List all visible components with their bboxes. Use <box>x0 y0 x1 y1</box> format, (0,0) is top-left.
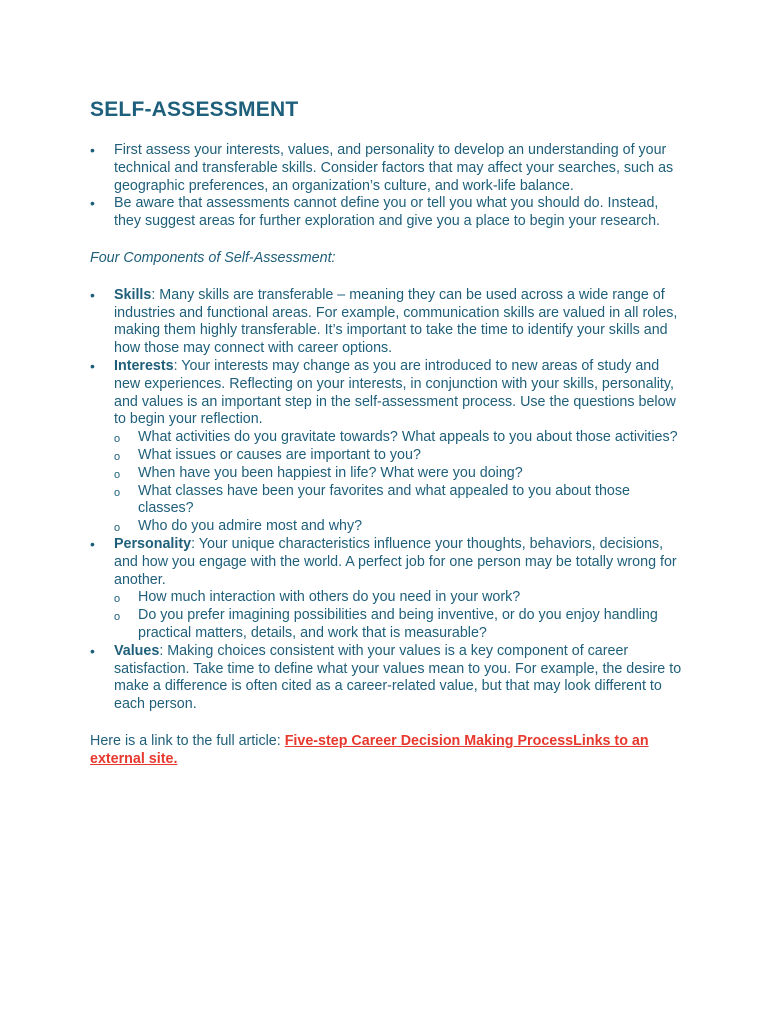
question-text: How much interaction with others do you need in your work? <box>138 589 521 606</box>
list-item <box>114 429 682 447</box>
personality-questions <box>114 589 682 642</box>
list-item <box>114 589 682 607</box>
circle-bullet-icon: o <box>114 450 121 463</box>
component-text: : Making choices consistent with your values is a key component of career satisfaction. Take time to define what your values mean to you. For example, the desire to make a difference is often cited as a career-related value, but that may look different to each person. <box>114 642 682 713</box>
question-text: Do you prefer imagining possibilities and being inventive, or do you enjoy handling practical matters, details, and work that is measurable? <box>138 607 658 641</box>
circle-bullet-icon: o <box>114 522 121 535</box>
circle-bullet-icon: o <box>114 468 121 481</box>
intro-list <box>90 142 682 231</box>
question-text: When have you been happiest in life? What were you doing? <box>138 464 523 481</box>
question-text: What issues or causes are important to you? <box>138 446 421 463</box>
intro-text: Be aware that assessments cannot define you or tell you what you should do. Instead, they suggest areas for further exploration and give you a place to begin your research. <box>114 195 660 230</box>
article-link-line <box>90 732 682 768</box>
list-item <box>114 465 682 483</box>
question-text: What classes have been your favorites and what appealed to you about those classes? <box>138 482 630 517</box>
list-item <box>90 195 682 231</box>
component-label: Interests <box>114 357 174 374</box>
bullet-icon: • <box>90 357 95 374</box>
link-prefix: Here is a link to the full article: <box>90 732 285 749</box>
components-list <box>90 287 682 714</box>
component-interests <box>90 358 682 536</box>
circle-bullet-icon: o <box>114 486 121 499</box>
bullet-icon: • <box>90 286 95 303</box>
list-item <box>114 607 682 643</box>
component-label: Personality <box>114 535 192 552</box>
bullet-icon: • <box>90 142 95 158</box>
component-text: : Many skills are transferable – meaning they can be used across a wide range of industries and functional areas. For example, communication skills are valued in all roles, making them highly transferable. It’s important to take the time to identify your skills and how those may connect with career options. <box>114 286 678 357</box>
circle-bullet-icon: o <box>114 611 121 624</box>
page-title: SELF-ASSESSMENT <box>90 98 299 121</box>
circle-bullet-icon: o <box>114 593 121 606</box>
component-label: Values <box>114 642 160 659</box>
bullet-icon: • <box>90 195 95 212</box>
list-item <box>90 142 682 195</box>
component-label: Skills <box>114 286 152 303</box>
interests-questions <box>114 429 682 536</box>
bullet-icon: • <box>90 535 95 552</box>
list-item <box>114 483 682 519</box>
document-page <box>90 98 682 782</box>
external-article-link[interactable]: Five-step Career Decision Making ProcessLinks to an external site. <box>90 732 649 767</box>
circle-bullet-icon: o <box>114 433 121 446</box>
component-values <box>90 643 682 714</box>
question-text: What activities do you gravitate towards? What appeals to you about those activities? <box>138 429 678 446</box>
component-text: : Your interests may change as you are introduced to new areas of study and new experiences. Reflecting on your interests, in conjunction with your skills, personality, and values is an important step in the self-assessment process. Use the questions below to begin your reflection. <box>114 357 676 428</box>
bullet-icon: • <box>90 642 95 659</box>
component-text: : Your unique characteristics influence your thoughts, behaviors, decisions, and how you engage with the world. A perfect job for one person may be totally wrong for another. <box>114 535 677 588</box>
list-item <box>114 518 682 536</box>
component-skills <box>90 287 682 358</box>
components-caption: Four Components of Self-Assessment: <box>90 249 336 266</box>
intro-text: First assess your interests, values, and personality to develop an understanding of your technical and transferable skills. Consider factors that may affect your searches, such as geographic preferences, an organization’s culture, and work-life balance. <box>114 142 674 194</box>
list-item <box>114 447 682 465</box>
component-personality <box>90 536 682 643</box>
question-text: Who do you admire most and why? <box>138 518 363 535</box>
